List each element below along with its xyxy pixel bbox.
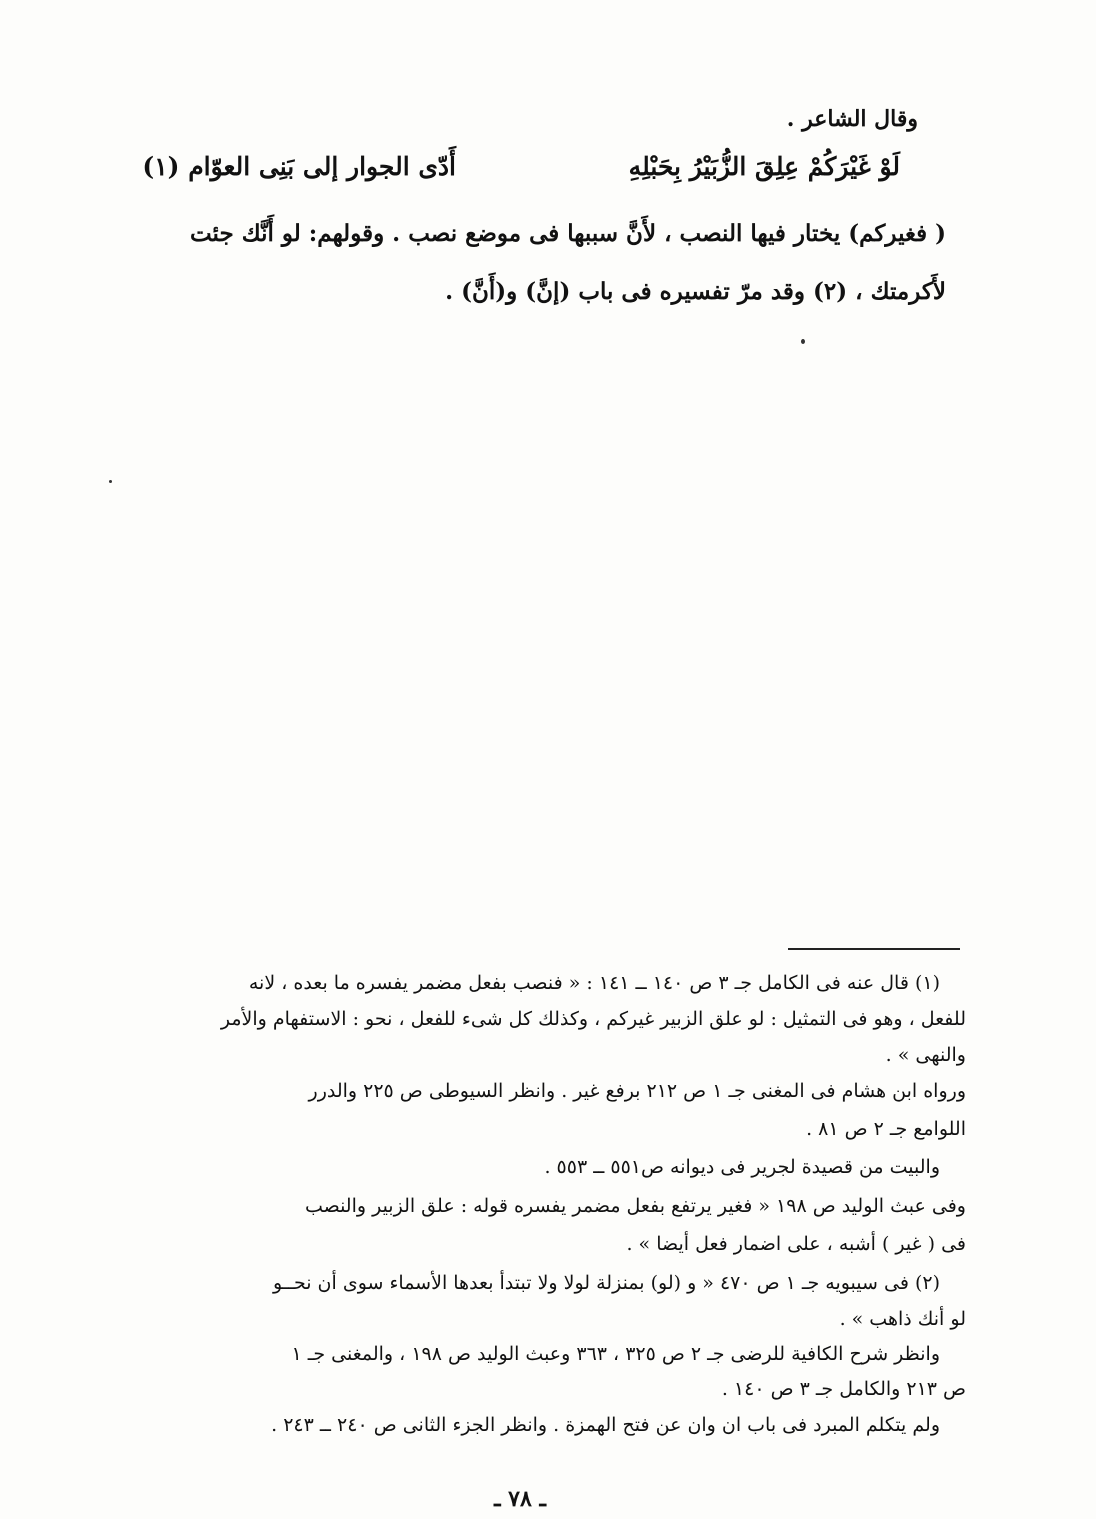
footnote-line: والبيت من قصيدة لجرير فى ديوانه ص٥٥١ ــ ٥٥٣ .	[544, 1156, 940, 1178]
page-number: ـ ٧٨ ـ	[494, 1486, 546, 1512]
print-speck	[109, 480, 112, 483]
footnote-line: وانظر شرح الكافية للرضى جـ ٢ ص ٣٢٥ ، ٣٦٣ وعبث الوليد ص ١٩٨ ، والمغنى جـ ١	[291, 1343, 940, 1365]
footnote-line: (١) قال عنه فى الكامل جـ ٣ ص ١٤٠ ــ ١٤١ : « فنصب بفعل مضمر يفسره ما بعده ، لانه	[248, 972, 940, 994]
footnote-line: والنهى » .	[885, 1044, 966, 1066]
footnote-line: ولم يتكلم المبرد فى باب ان وان عن فتح الهمزة . وانظر الجزء الثانى ص ٢٤٠ ــ ٢٤٣ .	[271, 1414, 940, 1436]
footnote-line: ورواه ابن هشام فى المغنى جـ ١ ص ٢١٢ برفع غير . وانظر السيوطى ص ٢٢٥ والدرر	[308, 1080, 966, 1102]
body-line-2: لأَكرمتك ، (٢) وقد مرّ تفسيره فى باب (إنَّ) و(أَنَّ) .	[445, 278, 946, 305]
footnote-line: لو أنك ذاهب » .	[839, 1308, 966, 1330]
footnote-line: للفعل ، وهو فى التمثيل : لو علق الزبير غيركم ، وكذلك كل شىء للفعل ، نحو : الاستفهام والأمر	[220, 1008, 966, 1030]
footnote-line: فى ( غير ) أشبه ، على اضمار فعل أيضا » .	[626, 1233, 966, 1255]
print-speck	[801, 339, 805, 344]
footnote-line: ص ٢١٣ والكامل جـ ٣ ص ١٤٠ .	[721, 1378, 966, 1400]
intro-line: وقال الشاعر .	[786, 106, 918, 132]
body-line-1: ( فغيركم) يختار فيها النصب ، لأَنَّ سببها فى موضع نصب . وقولهم: لو أَنَّك جئت	[189, 220, 946, 247]
verse-first-hemistich: لَوْ غَيْرَكُمْ عِلِقَ الزُّبَيْرُ بِحَبْلِهِ	[628, 152, 900, 181]
footnote-separator	[788, 948, 960, 950]
verse-second-hemistich: أَدّى الجوار إلى بَنِى العوّام (١)	[142, 152, 456, 181]
footnote-line: وفى عبث الوليد ص ١٩٨ « فغير يرتفع بفعل مضمر يفسره قوله : علق الزبير والنصب	[304, 1195, 966, 1217]
footnote-line: (٢) فى سيبويه جـ ١ ص ٤٧٠ « و (لو) بمنزلة لولا ولا تبتدأ بعدها الأسماء سوى أن نحــو	[273, 1272, 940, 1294]
footnote-line: اللوامع جـ ٢ ص ٨١ .	[806, 1118, 966, 1140]
